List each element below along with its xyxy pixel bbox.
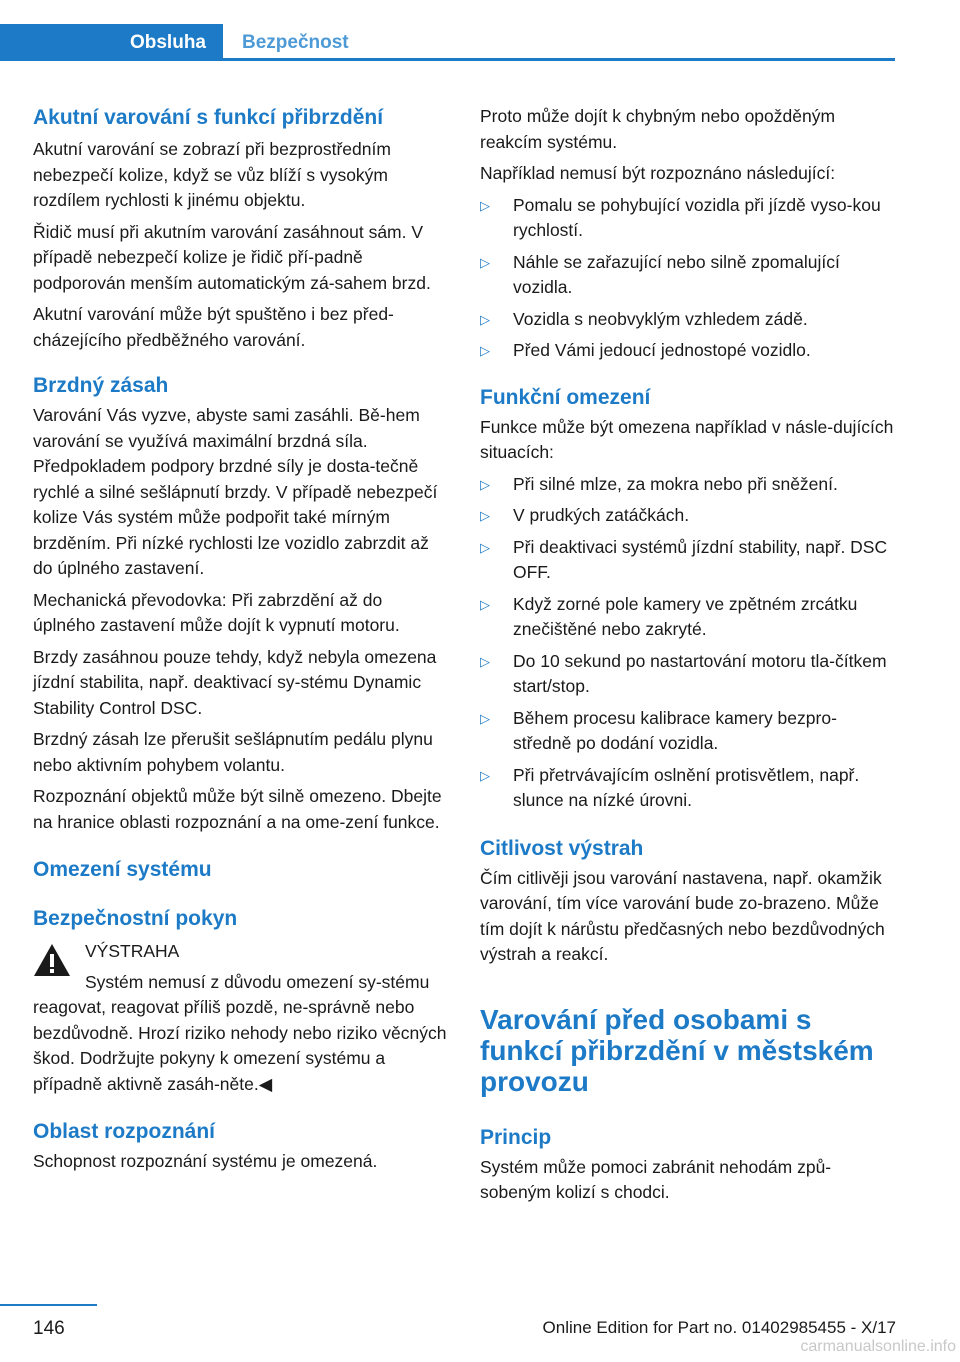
edition-text: Online Edition for Part no. 01402985455 - X/17 (542, 1318, 896, 1337)
list-item: ▷ Vozidla s neobvyklým vzhledem zádě. (480, 307, 894, 333)
heading-princip: Princip (480, 1125, 552, 1149)
bullet-icon: ▷ (480, 710, 490, 726)
bullet-icon: ▷ (480, 596, 490, 612)
list-item: ▷ Když zorné pole kamery ve zpětném zrcátku znečištěné nebo zakryté. (480, 593, 858, 639)
heading-brzdny-zasah: Brzdný zásah (33, 374, 169, 397)
paragraph: Řidič musí při akutním varování zasáhnout sám. V případě nebezpečí kolize je řidič pří-padně podporován menším automatickým zá-sahem brzd. (33, 221, 431, 293)
list-item: ▷ Pomalu se pohybující vozidla při jízdě vyso-kou rychlostí. (480, 194, 881, 240)
paragraph: Například nemusí být rozpoznáno následující: (480, 163, 836, 183)
paragraph: Schopnost rozpoznání systému je omezená. (33, 1151, 378, 1171)
paragraph: Brzdný zásah lze přerušit sešlápnutím pedálu plynu nebo aktivním pohybem volantu. (33, 729, 433, 775)
bullet-icon: ▷ (480, 197, 490, 213)
list-item: ▷ Před Vámi jedoucí jednostopé vozidlo. (480, 338, 894, 364)
heading-omezeni-systemu: Omezení systému (33, 858, 212, 881)
left-column (33, 104, 447, 1175)
warning-title: VÝSTRAHA (85, 941, 180, 961)
bullet-icon: ▷ (480, 254, 490, 270)
list-item: ▷ Během procesu kalibrace kamery bezpro-středně po dodání vozidla. (480, 707, 837, 753)
bullet-icon: ▷ (480, 476, 490, 492)
paragraph: Čím citlivěji jsou varování nastavena, např. okamžik varování, tím více varování bude zo-brazeno. Může tím dojít k nárůstu předčasných nebo bezdůvodných výstrah a reakcí. (480, 867, 885, 964)
right-column (480, 104, 894, 1206)
heading-bezpecnostni-pokyn: Bezpečnostní pokyn (33, 907, 238, 930)
page-number: 146 (33, 1318, 65, 1339)
warning-triangle-icon (33, 943, 71, 977)
tab-obsluha[interactable]: Obsluha (0, 24, 223, 61)
warning-box (33, 939, 447, 1097)
bullet-icon: ▷ (480, 653, 490, 669)
bullet-icon: ▷ (480, 311, 490, 327)
paragraph: Akutní varování se zobrazí při bezprostředním nebezpečí kolize, když se vůz blíží s vysokým rozdílem rychlosti k jinému objektu. (33, 139, 391, 210)
warning-text: Systém nemusí z důvodu omezení sy-stému reagovat, reagovat příliš pozdě, ne-správně nebo bezdůvodně. Hrozí riziko nehody nebo riziko věcných škod. Dodržujte pokyny k omezení systému a případně aktivně zasáh-něte.◀ (33, 971, 447, 1094)
paragraph: Rozpoznání objektů může být silně omezeno. Dbejte na hranice oblasti rozpoznání a na ome-zení funkce. (33, 786, 442, 832)
list-item: ▷ Do 10 sekund po nastartování motoru tla-čítkem start/stop. (480, 650, 887, 696)
heading-citlivost-vystrah: Citlivost výstrah (480, 836, 644, 860)
heading-oblast-rozpoznani: Oblast rozpoznání (33, 1120, 216, 1143)
bullet-icon: ▷ (480, 539, 490, 555)
tab-bezpecnost[interactable]: Bezpečnost (242, 32, 349, 53)
list-item: ▷ Při silné mlze, za mokra nebo při sněžení. (480, 472, 894, 498)
heading-akutni-varovani: Akutní varování s funkcí přibrzdění (33, 106, 384, 129)
paragraph: Mechanická převodovka: Při zabrzdění až do úplného zastavení může dojít k vypnutí motoru. (33, 589, 400, 635)
heading-funkcni-omezeni: Funkční omezení (480, 385, 651, 409)
list-not-recognized (480, 193, 894, 364)
paragraph: Brzdy zasáhnou pouze tehdy, když nebyla omezena jízdní stabilita, např. deaktivací sy-stému Dynamic Stability Control DSC. (33, 646, 437, 718)
list-item: ▷ V prudkých zatáčkách. (480, 503, 894, 529)
paragraph: Systém může pomoci zabránit nehodám způ-sobeným kolizí s chodci. (480, 1156, 832, 1202)
watermark: carmanualsonline.info (800, 1338, 956, 1355)
list-item: ▷ Při přetrvávajícím oslnění protisvětlem, např. slunce na nízké úrovni. (480, 764, 860, 810)
bullet-icon: ▷ (480, 343, 490, 358)
heading-varovani-pred-osobami: Varování před osobami s funkcí přibrzdění v městském provozu (480, 1003, 874, 1097)
list-item: ▷ Náhle se zařazující nebo silně zpomalující vozidla. (480, 251, 840, 297)
paragraph: Funkce může být omezena například v násle-dujících situacích: (480, 416, 894, 462)
bullet-icon: ▷ (480, 767, 490, 783)
list-limitations (480, 472, 894, 814)
header-tabs (0, 0, 895, 61)
bullet-icon: ▷ (480, 508, 490, 523)
paragraph: Proto může dojít k chybným nebo opožděným reakcím systému. (480, 106, 836, 152)
list-item: ▷ Při deaktivaci systémů jízdní stability, např. DSC OFF. (480, 536, 888, 582)
header-rule (223, 58, 895, 61)
paragraph: Akutní varování může být spuštěno i bez před-cházejícího předběžného varování. (33, 304, 394, 350)
paragraph: Varování Vás vyzve, abyste sami zasáhli. Bě-hem varování se využívá maximální brzdná síla. Předpokladem podpory brzdné síly je dosta-tečně rychlé a silné sešlápnutí brzdy. V případě nebezpečí kolize Vás systém může podpořit také mírným brzděním. Při nízké rychlosti lze vozidlo zabrzdit až do úplného zastavení. (33, 405, 438, 578)
footer-rule (0, 1304, 97, 1306)
